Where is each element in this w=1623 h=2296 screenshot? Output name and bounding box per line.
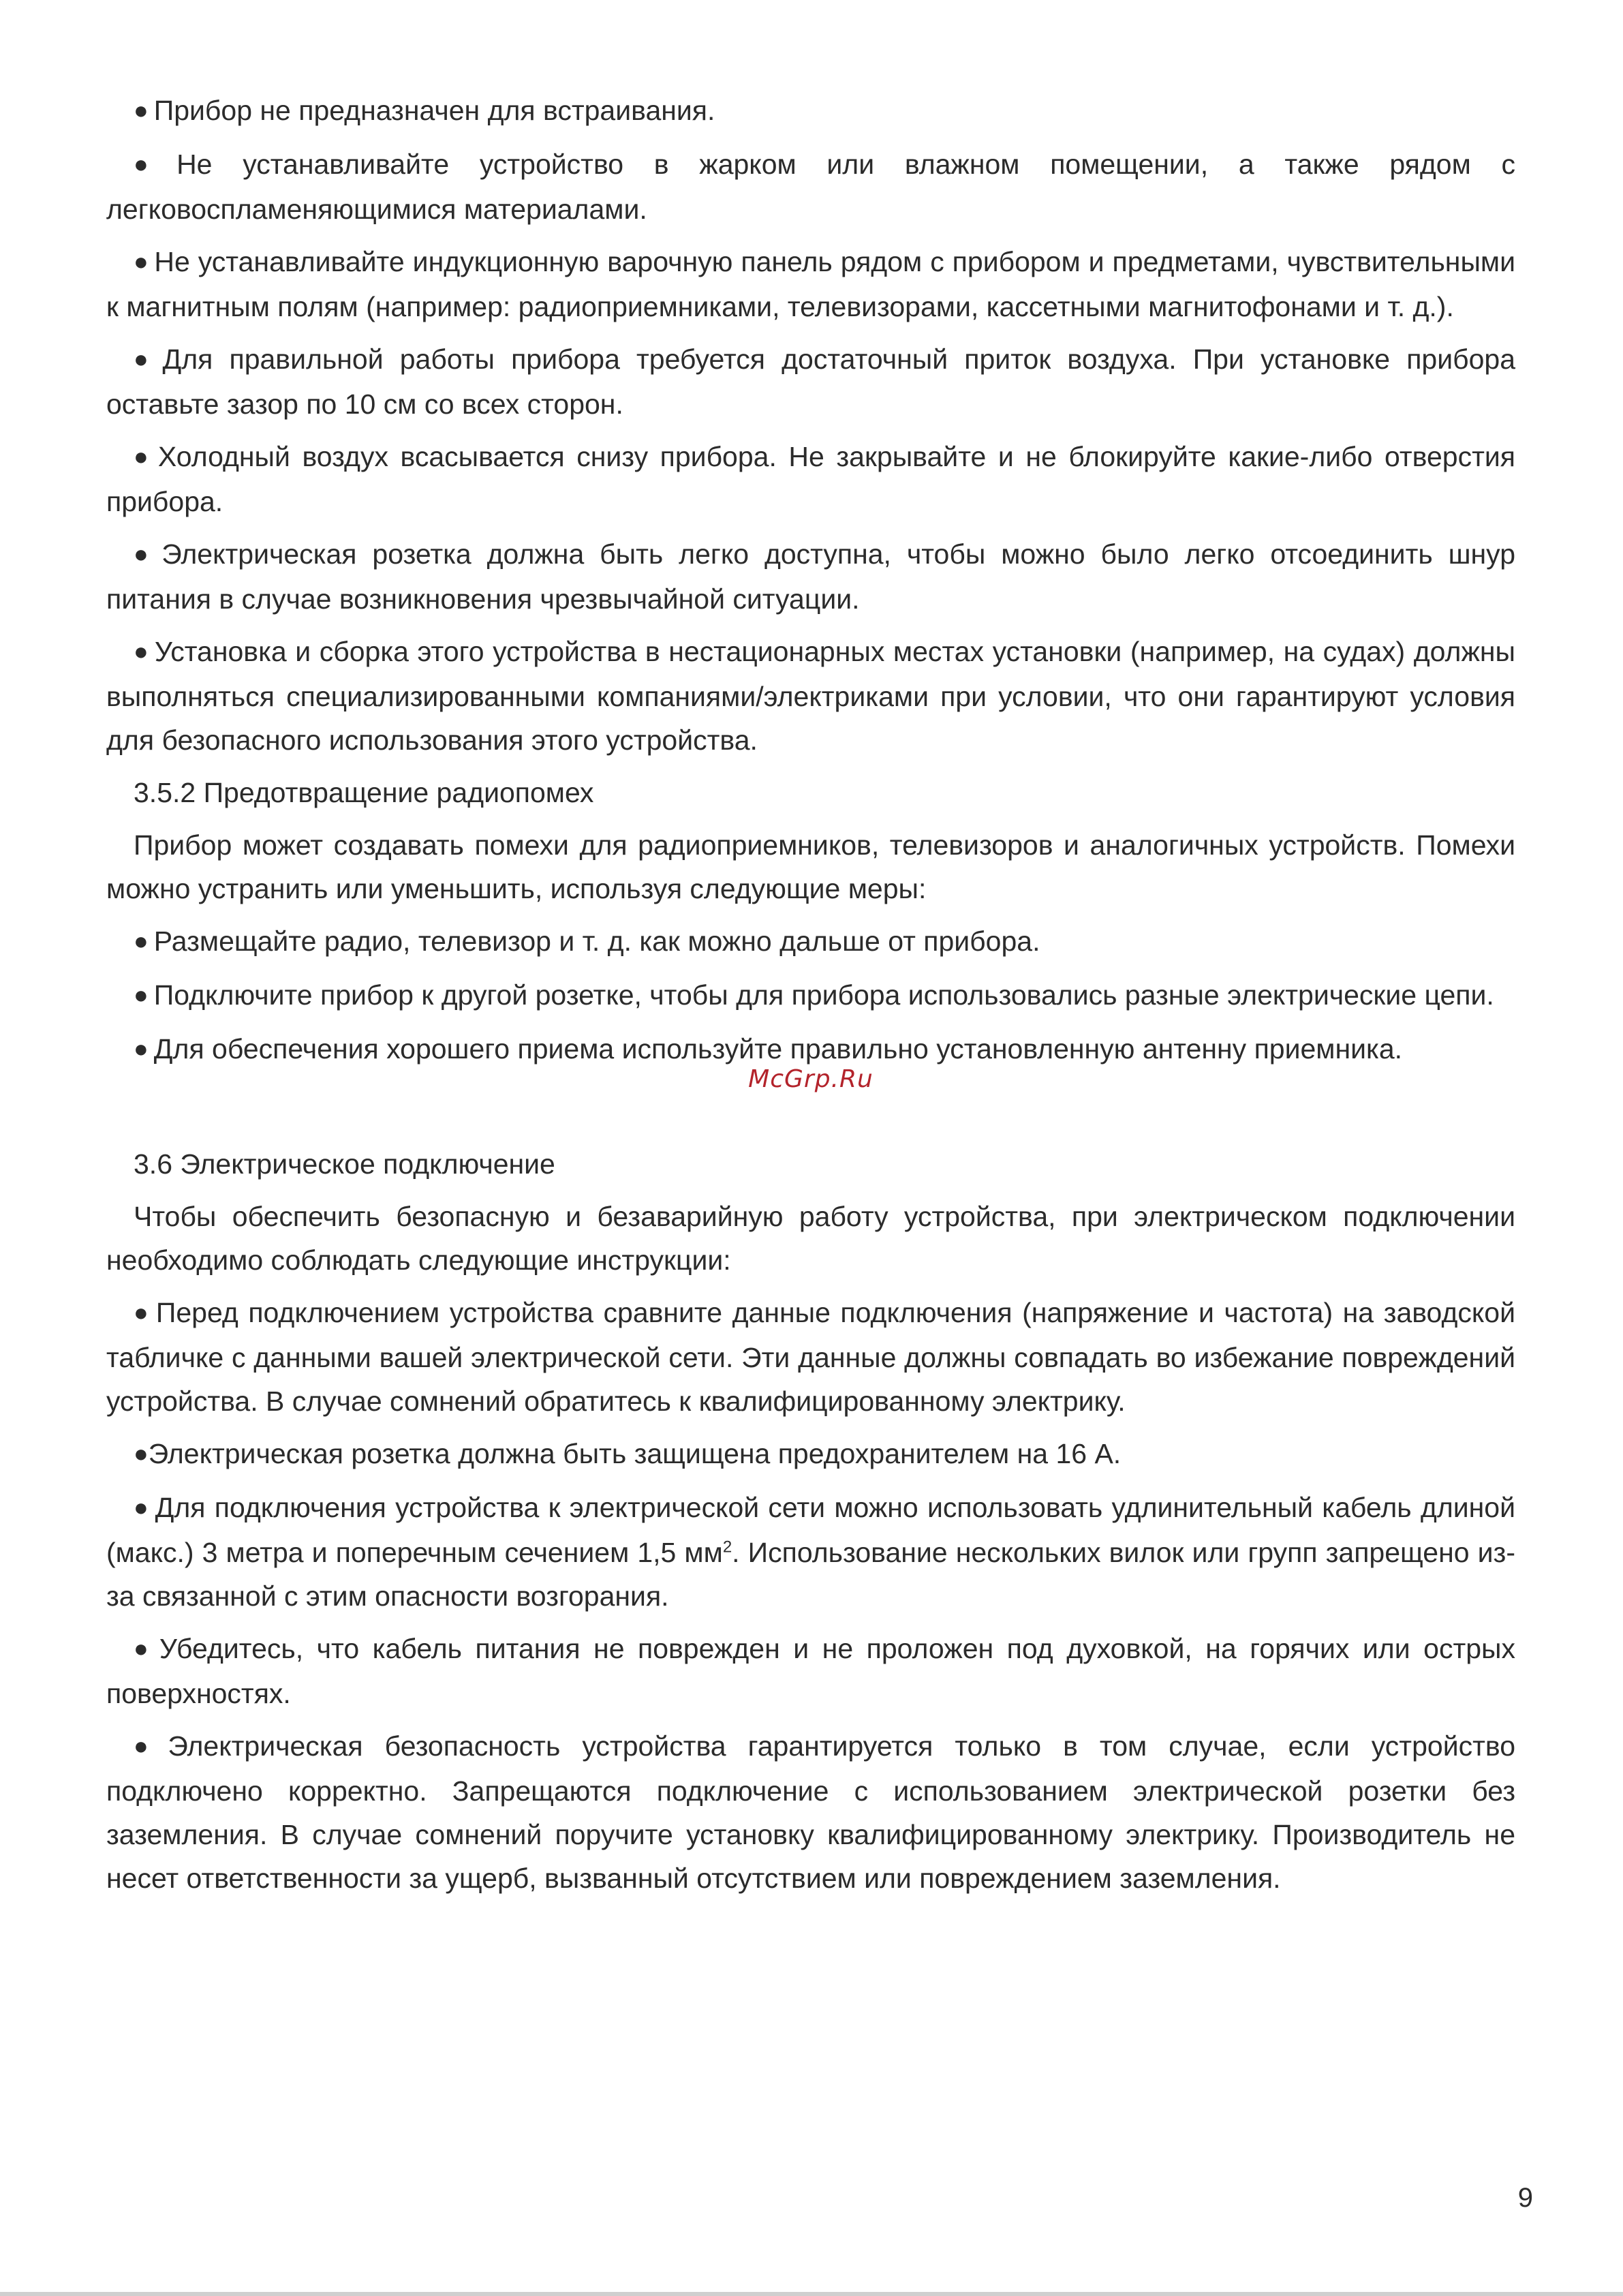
bullet-icon: ● [134,96,149,124]
list-item: ● Перед подключением устройства сравните данные подключения (напряжение и частота) на заводской табличке с данными вашей электрической сети. Эти данные должны совпадать во избежание повреждений устройства. В случае сомнений обратитесь к квалифицированному электрику. [106,1297,1515,1417]
list-item: ● Подключите прибор к другой розетке, чтобы для прибора использовались разные электрические цепи. [134,979,1494,1011]
bullet-icon: ● [134,981,149,1009]
section-heading-electrical-connection: 3.6 Электрическое подключение [134,1148,555,1180]
list-item: ● Для обеспечения хорошего приема используйте правильно установленную антенну приемника. [134,1033,1403,1065]
bullet-icon: ● [134,1493,150,1521]
section-heading-radio-interference: 3.5.2 Предотвращение радиопомех [134,777,594,808]
bullet-icon: ● [134,1634,154,1662]
section-intro: Чтобы обеспечить безопасную и безаварийную работу устройства, при электрическом подключении необходимо соблюдать следующие инструкции: [106,1201,1515,1276]
list-item: ● Установка и сборка этого устройства в нестационарных местах установки (например, на судах) должны выполняться специализированными компаниями/электриками при условии, что они гарантируют условия для безопасного использования этого устройства. [106,636,1515,756]
list-item: ● Для подключения устройства к электрической сети можно использовать удлинительный кабель длиной (макс.) 3 метра и поперечным сечением 1,5 $мм^2$. Использование нескольких вилок или групп запрещено из-за связанной с этим опасности возгорания. [106,1492,1515,1612]
list-item: ● Для правильной работы прибора требуется достаточный приток воздуха. При установке прибора оставьте зазор по 10 см со всех сторон. [106,343,1516,420]
page-number: 9 [1517,2183,1533,2213]
bullet-icon: ● [134,442,153,470]
list-item: ● Электрическая безопасность устройства гарантируется только в том случае, если устройство подключено корректно. Запрещаются подключение с использованием электрической розетки без заземления. В случае сомнений поручите установку квалифицированному электрику. Производитель не несет ответственности за ущерб, вызванный отсутствием или повреждением заземления. [106,1730,1515,1894]
bullet-icon: ● [134,1439,149,1467]
document-page [106,89,1515,1909]
bottom-divider [0,2292,1623,2296]
bullet-icon: ● [134,1732,163,1760]
list-item: ● Холодный воздух всасывается снизу прибора. Не закрывайте и не блокируйте какие-либо отверстия прибора. [106,441,1515,517]
bullet-icon: ● [134,345,157,373]
list-item: ● Прибор не предназначен для встраивания. [134,95,715,126]
list-item: ● Не устанавливайте устройство в жарком или влажном помещении, а также рядом с легковоспламеняющимися материалами. [106,149,1516,225]
bullet-icon: ● [134,150,172,178]
superscript-2: 2 [722,1537,732,1557]
bullet-icon: ● [134,927,149,955]
list-item: ● Размещайте радио, телевизор и т. д. как можно дальше от прибора. [134,925,1040,957]
watermark-link[interactable]: McGrp.Ru [748,1065,874,1093]
list-item: ●Электрическая розетка должна быть защищена предохранителем на 16 А. [134,1438,1122,1469]
bullet-icon: ● [134,540,157,568]
list-item: ● Электрическая розетка должна быть легко доступна, чтобы можно было легко отсоединить шнур питания в случае возникновения чрезвычайной ситуации. [106,538,1515,615]
list-item: ● Не устанавливайте индукционную варочную панель рядом с прибором и предметами, чувствительными к магнитным полям (например: радиоприемниками, телевизорами, кассетными магнитофонами и т. д.). [106,246,1515,322]
list-item: ● Убедитесь, что кабель питания не поврежден и не проложен под духовкой, на горячих или острых поверхностях. [106,1633,1515,1709]
bullet-icon: ● [134,637,149,665]
section-intro: Прибор может создавать помехи для радиоприемников, телевизоров и аналогичных устройств. Помехи можно устранить или уменьшить, используя следующие меры: [106,829,1515,904]
bullet-icon: ● [134,1298,151,1326]
bullet-icon: ● [134,1035,149,1062]
bullet-icon: ● [134,247,149,275]
